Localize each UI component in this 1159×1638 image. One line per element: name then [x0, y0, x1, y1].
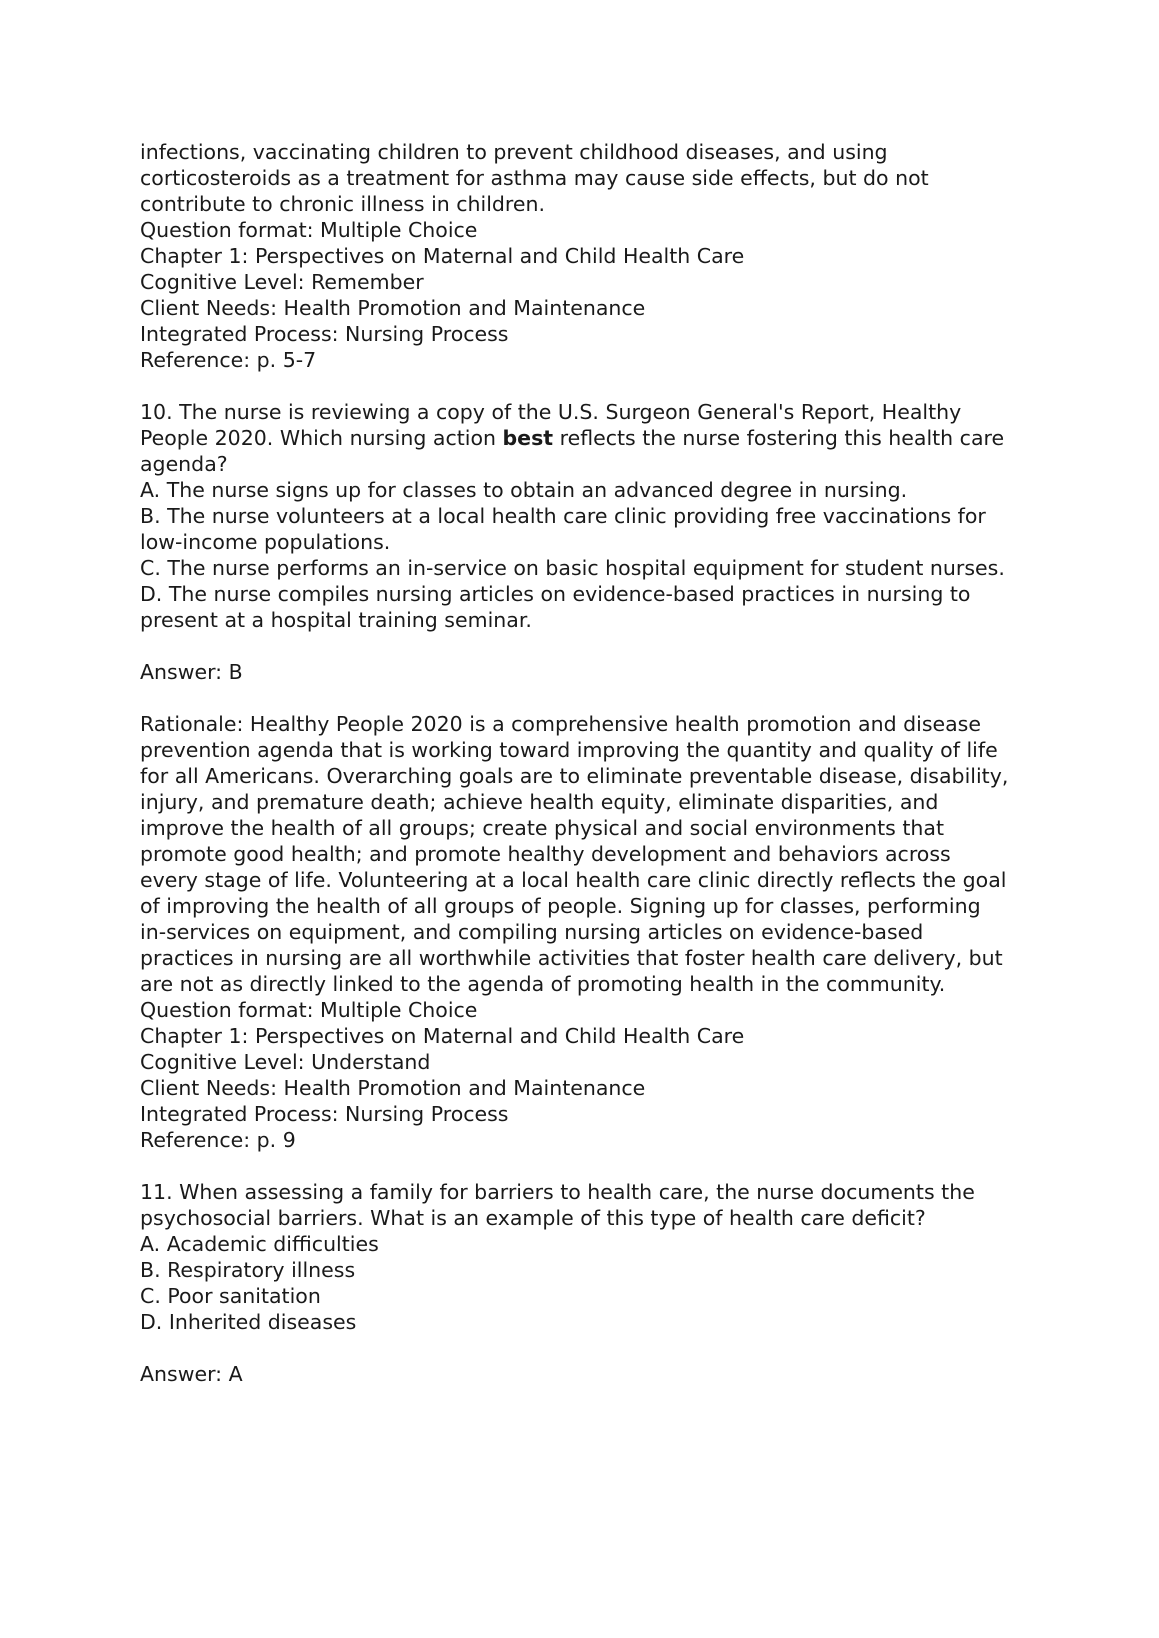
question-format: Question format: Multiple Choice	[140, 998, 478, 1022]
option-d: D. The nurse compiles nursing articles on evidence-based practices in nursing to	[140, 582, 971, 606]
option-c: C. Poor sanitation	[140, 1284, 321, 1308]
stem-line	[140, 425, 1060, 451]
question-10	[140, 399, 1060, 1153]
rationale-line: of improving the health of all groups of people. Signing up for classes, performing	[140, 894, 981, 918]
cognitive-level: Cognitive Level: Remember	[140, 270, 424, 294]
rationale	[140, 711, 1060, 997]
option-b: B. The nurse volunteers at a local health care clinic providing free vaccinations for	[140, 504, 986, 528]
answer: Answer: B	[140, 660, 243, 684]
reference: Reference: p. 5-7	[140, 348, 317, 372]
rationale-continuation	[140, 139, 1060, 217]
option-b: B. Respiratory illness	[140, 1258, 356, 1282]
text-line: infections, vaccinating children to prevent childhood diseases, and using	[140, 140, 888, 164]
option-b-cont: low-income populations.	[140, 530, 391, 554]
page-content	[140, 139, 1060, 1387]
question-9-metadata	[140, 217, 1060, 373]
rationale-line: practices in nursing are all worthwhile activities that foster health care delivery, but	[140, 946, 1003, 970]
spacer	[140, 633, 1060, 659]
stem-text: reflects the nurse fostering this health care	[553, 426, 1005, 450]
text-line: corticosteroids as a treatment for asthma may cause side effects, but do not	[140, 166, 929, 190]
text-line: contribute to chronic illness in children.	[140, 192, 546, 216]
spacer	[140, 1335, 1060, 1361]
integrated-process: Integrated Process: Nursing Process	[140, 322, 509, 346]
option-d: D. Inherited diseases	[140, 1310, 357, 1334]
client-needs: Client Needs: Health Promotion and Maintenance	[140, 296, 646, 320]
option-c: C. The nurse performs an in-service on basic hospital equipment for student nurses.	[140, 556, 1005, 580]
stem-line: agenda?	[140, 452, 228, 476]
spacer	[140, 685, 1060, 711]
spacer	[140, 373, 1060, 399]
chapter: Chapter 1: Perspectives on Maternal and Child Health Care	[140, 244, 745, 268]
option-d-cont: present at a hospital training seminar.	[140, 608, 532, 632]
integrated-process: Integrated Process: Nursing Process	[140, 1102, 509, 1126]
rationale-line: are not as directly linked to the agenda of promoting health in the community.	[140, 972, 946, 996]
rationale-line: Rationale: Healthy People 2020 is a comprehensive health promotion and disease	[140, 712, 981, 736]
answer-options	[140, 477, 1060, 633]
emphasis-word: best	[502, 426, 554, 450]
chapter: Chapter 1: Perspectives on Maternal and Child Health Care	[140, 1024, 745, 1048]
question-10-metadata	[140, 997, 1060, 1153]
rationale-line: in-services on equipment, and compiling nursing articles on evidence-based	[140, 920, 924, 944]
client-needs: Client Needs: Health Promotion and Maintenance	[140, 1076, 646, 1100]
question-stem	[140, 399, 1060, 477]
answer: Answer: A	[140, 1362, 243, 1386]
stem-text: People 2020. Which nursing action	[140, 426, 503, 450]
spacer	[140, 1153, 1060, 1179]
rationale-line: every stage of life. Volunteering at a local health care clinic directly reflects the goal	[140, 868, 1007, 892]
stem-line: 10. The nurse is reviewing a copy of the U.S. Surgeon General's Report, Healthy	[140, 400, 962, 424]
answer-options	[140, 1231, 1060, 1335]
rationale-line: improve the health of all groups; create physical and social environments that	[140, 816, 944, 840]
rationale-line: prevention agenda that is working toward improving the quantity and quality of life	[140, 738, 998, 762]
question-format: Question format: Multiple Choice	[140, 218, 478, 242]
stem-line: psychosocial barriers. What is an example of this type of health care deficit?	[140, 1206, 926, 1230]
rationale-line: promote good health; and promote healthy development and behaviors across	[140, 842, 951, 866]
reference: Reference: p. 9	[140, 1128, 296, 1152]
option-a: A. Academic difficulties	[140, 1232, 379, 1256]
question-stem	[140, 1179, 1060, 1231]
question-11	[140, 1179, 1060, 1387]
option-a: A. The nurse signs up for classes to obtain an advanced degree in nursing.	[140, 478, 908, 502]
cognitive-level: Cognitive Level: Understand	[140, 1050, 431, 1074]
rationale-line: injury, and premature death; achieve health equity, eliminate disparities, and	[140, 790, 939, 814]
stem-line: 11. When assessing a family for barriers to health care, the nurse documents the	[140, 1180, 975, 1204]
rationale-line: for all Americans. Overarching goals are to eliminate preventable disease, disability,	[140, 764, 1009, 788]
